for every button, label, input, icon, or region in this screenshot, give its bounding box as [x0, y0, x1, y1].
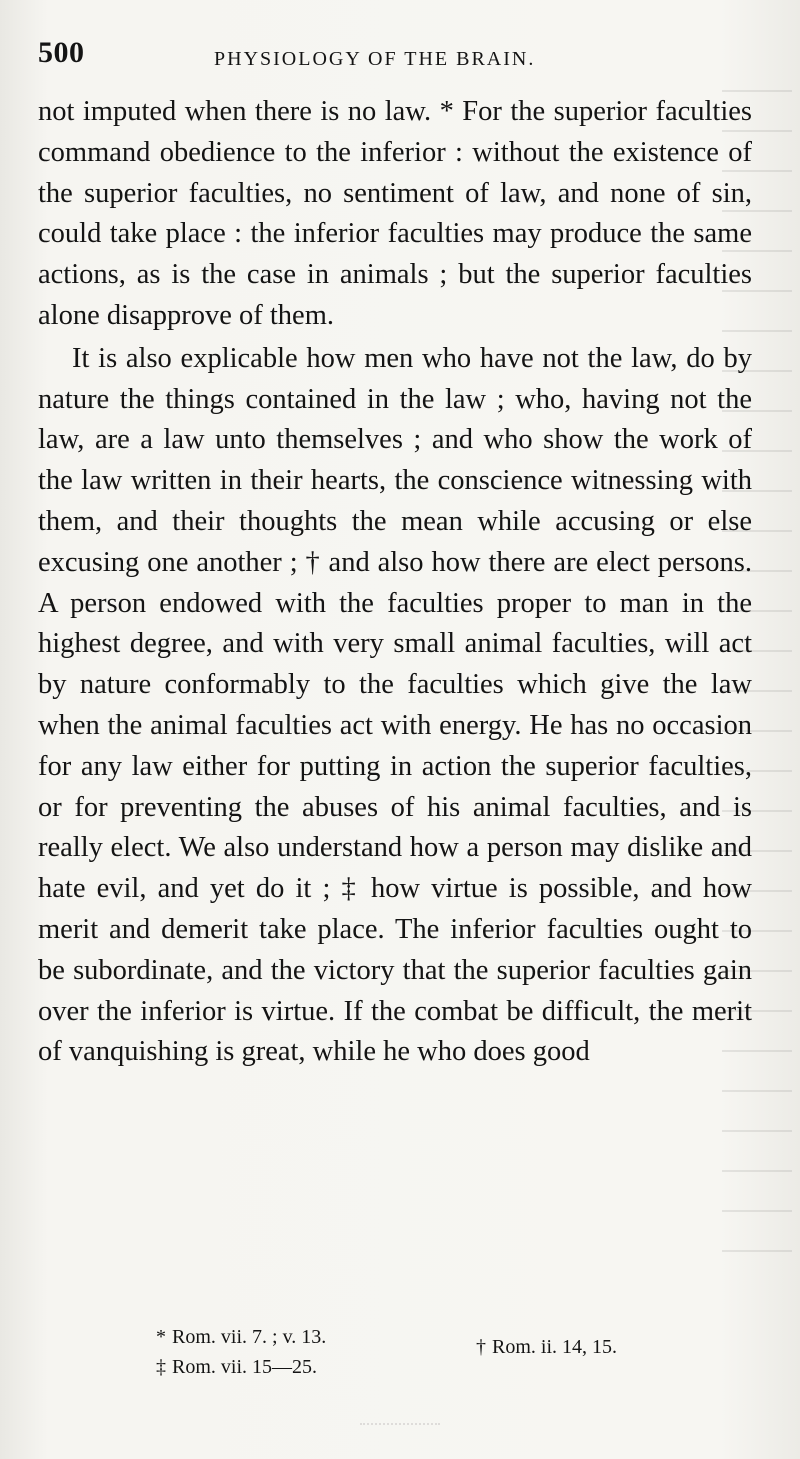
paragraph-2: It is also explicable how men who have not the law, do by nature the things contained in the law ; who, having not the law, are a law unto themselves ; and who show the work of the law written in their hearts, the conscience witnessing with them, and their thoughts the mean while accusing or else excusing one another ; † and also how there are elect persons. A person endowed with the faculties proper to man in the highest degree, and with very small animal faculties, will act by nature conformably to the faculties which give the law when the animal faculties act with energy. He has no occasion for any law either for putting in action the superior faculties, or for preventing the abuses of his animal faculties, and is really elect. We also understand how a person may dislike and hate evil, and yet do it ; ‡ how virtue is possible, and how merit and demerit take place. The inferior faculties ought to be subordinate, and the victory that the superior faculties gain over the inferior is virtue. If the combat be difficult, the merit of vanquishing is great, while he who does good: [38, 342, 752, 1068]
page-header: [38, 36, 760, 76]
footnote-mark: *: [156, 1326, 166, 1348]
paragraph-1: not imputed when there is no law. * For the superior faculties command obedience to the inferior : without the existence of the superior faculties, no sentiment of law, and none of sin, could take place : the inferior faculties may produce the same actions, as is the case in animals ; but the superior faculties alone disapprove of them.: [38, 96, 752, 331]
footnote-text: Rom. vii. 7. ; v. 13.: [172, 1326, 327, 1348]
footnote-mark: ‡: [156, 1356, 166, 1378]
footnote-text: Rom. vii. 15—25.: [172, 1356, 318, 1378]
signature-mark: [360, 1405, 440, 1425]
footnote-3: [140, 1352, 317, 1382]
page-number: 500: [38, 36, 85, 69]
footnote-text: Rom. ii. 14, 15.: [492, 1336, 618, 1358]
body-text: [38, 92, 752, 1073]
footnote-2: [460, 1332, 617, 1362]
running-head: PHYSIOLOGY OF THE BRAIN.: [214, 48, 536, 70]
footnote-1: [140, 1322, 326, 1352]
footnote-mark: †: [476, 1336, 486, 1358]
